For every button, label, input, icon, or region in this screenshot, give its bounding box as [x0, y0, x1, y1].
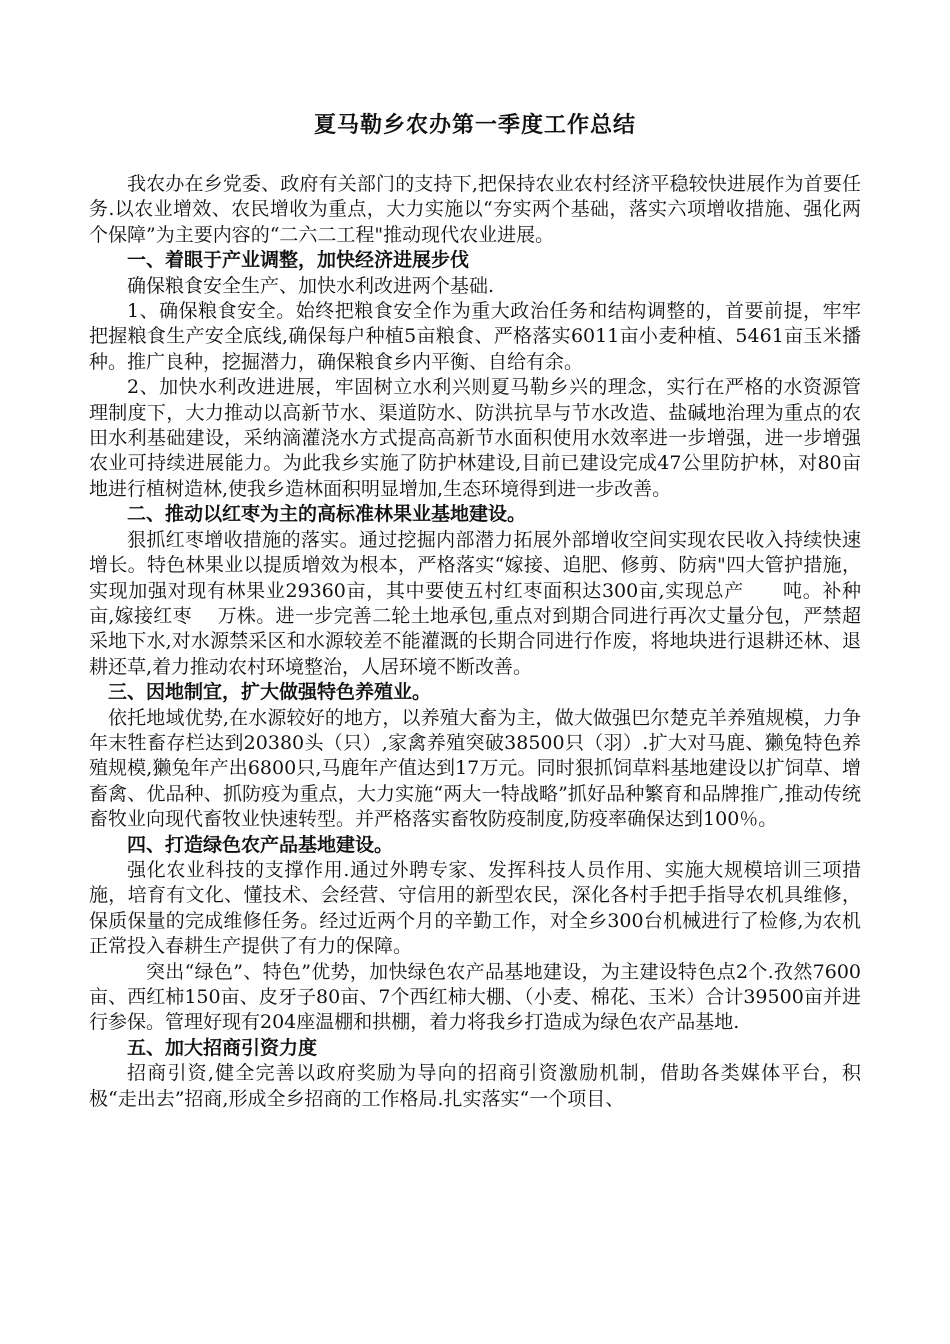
body-paragraph: 1、确保粮食安全。始终把粮食安全作为重大政治任务和结构调整的，首要前提，牢牢把握粮食生产安全底线,确保每户种植5亩粮食、严格落实6011亩小麦种植、5461亩玉米播种。推广良种，挖掘潜力，确保粮食乡内平衡、自给有余。 — [89, 300, 861, 373]
document-title: 夏马勒乡农办第一季度工作总结 — [313, 113, 636, 138]
section-heading-2: 二、推动以红枣为主的高标准林果业基地建设。 — [127, 503, 527, 526]
body-paragraph: 狠抓红枣增收措施的落实。通过挖掘内部潜力拓展外部增收空间实现农民收入持续快速增长。特色林果业以提质增效为根本，严格落实“嫁接、追肥、修剪、防病"四大管护措施，实现加强对现有林果业29360亩，其中要使五村红枣面积达300亩,实现总产 吨。补种亩,嫁接红枣 万株。进一步完善二轮土地承包,重点对到期合同进行再次丈量分包，严禁超采地下水,对水源禁采区和水源较差不能灌溉的长期合同进行作废，将地块进行退耕还林、退耕还草,着力推动农村环境整治，人居环境不断改善。 — [89, 528, 861, 678]
body-paragraph: 依托地域优势,在水源较好的地方，以养殖大畜为主，做大做强巴尔楚克羊养殖规模，力争年末牲畜存栏达到20380头（只）,家禽养殖突破38500只（羽）.扩大对马鹿、獭兔特色养殖规模,獭兔年产出6800只,马鹿年产值达到17万元。同时狠抓饲草料基地建设以扩饲草、增畜禽、优品种、抓防疫为重点，大力实施“两大一特战略”抓好品种繁育和品牌推广,推动传统畜牧业向现代畜牧业快速转型。并严格落实畜牧防疫制度,防疫率确保达到100％。 — [89, 706, 861, 831]
section-heading-1: 一、着眼于产业调整，加快经济进展步伐 — [127, 249, 470, 272]
body-paragraph: 确保粮食安全生产、加快水利改进两个基础. — [127, 274, 495, 297]
document-body — [89, 172, 861, 1112]
body-paragraph: 强化农业科技的支撑作用.通过外聘专家、发挥科技人员作用、实施大规模培训三项措施，培育有文化、懂技术、会经营、守信用的新型农民，深化各村手把手指导农机具维修，保质保量的完成维修任务。经过近两个月的辛勤工作，对全乡300台机械进行了检修,为农机正常投入春耕生产提供了有力的保障。 — [89, 858, 861, 958]
section-heading-5: 五、加大招商引资力度 — [127, 1036, 318, 1059]
intro-paragraph: 我农办在乡党委、政府有关部门的支持下,把保持农业农村经济平稳较快进展作为首要任务.以农业增效、农民增收为重点，大力实施以“夯实两个基础，落实六项增收措施、强化两个保障”为主要内容的“二六二工程"推动现代农业进展。 — [89, 173, 861, 246]
section-heading-4: 四、打造绿色农产品基地建设。 — [127, 833, 394, 856]
section-heading-3: 三、因地制宜，扩大做强特色养殖业。 — [108, 681, 432, 704]
body-paragraph: 2、加快水利改进进展，牢固树立水利兴则夏马勒乡兴的理念，实行在严格的水资源管理制度下，大力推动以高新节水、渠道防水、防洪抗旱与节水改造、盐碱地治理为重点的农田水利基础建设，采纳滴灌浇水方式提高高新节水面积使用水效率进一步增强，进一步增强农业可持续进展能力。为此我乡实施了防护林建设,目前已建设完成47公里防护林，对80亩地进行植树造林,使我乡造林面积明显增加,生态环境得到进一步改善。 — [89, 376, 861, 500]
body-paragraph: 招商引资,健全完善以政府奖励为导向的招商引资激励机制，借助各类媒体平台，积极“走出去”招商,形成全乡招商的工作格局.扎实落实“一个项目、 — [89, 1062, 861, 1110]
body-paragraph: 突出“绿色”、特色”优势，加快绿色农产品基地建设，为主建设特色点2个.孜然7600亩、西红柿150亩、皮牙子80亩、7个西红柿大棚、（小麦、棉花、玉米）合计39500亩并进行参保。管理好现有204座温棚和拱棚，着力将我乡打造成为绿色农产品基地. — [89, 960, 861, 1034]
